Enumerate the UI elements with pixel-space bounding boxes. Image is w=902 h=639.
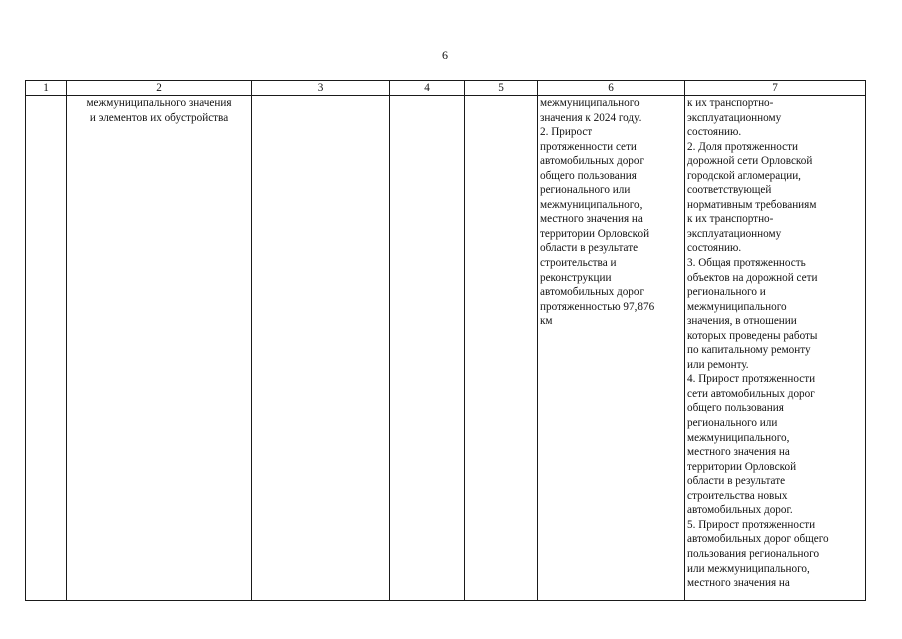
header-col-1: 1 xyxy=(26,81,67,96)
document-table xyxy=(25,80,866,601)
cell-col-7-text: к их транспортно- эксплуатационному состоянию. 2. Доля протяженности дорожной сети Орловской городской агломерации, соответствующей нормативным требованиям к их транспортно- эксплуатационному состоянию. 3. Общая протяженность объектов на дорожной сети регионального и межмуниципального значения, в отношении которых проведены работы по капитальному ремонту или ремонту. 4. Прирост протяженности сети автомобильных дорог общего пользования регионального или межмуниципального, местного значения на территории Орловской области в результате строительства новых автомобильных дорог. 5. Прирост протяженности автомобильных дорог общего пользования регионального или межмуниципального, местного значения на xyxy=(687,97,829,590)
table-header-row xyxy=(26,81,866,96)
header-col-7: 7 xyxy=(685,81,866,96)
cell-col-1 xyxy=(26,96,67,601)
cell-col-6 xyxy=(538,96,685,601)
header-col-6: 6 xyxy=(538,81,685,96)
cell-col-2 xyxy=(67,96,252,601)
cell-col-5 xyxy=(465,96,538,601)
cell-col-6-text: межмуниципального значения к 2024 году. 2. Прирост протяженности сети автомобильных дорог общего пользования регионального или межмуниципального, местного значения на территории Орловской области в результате строительства и реконструкции автомобильных дорог протяженностью 97,876 км xyxy=(540,97,655,328)
cell-col-3 xyxy=(252,96,390,601)
cell-col-7 xyxy=(685,96,866,601)
table-row xyxy=(26,96,866,601)
header-col-3: 3 xyxy=(252,81,390,96)
header-col-4: 4 xyxy=(390,81,465,96)
cell-col-2-text: межмуниципального значения и элементов их обустройства xyxy=(86,97,232,124)
header-col-2: 2 xyxy=(67,81,252,96)
header-col-5: 5 xyxy=(465,81,538,96)
page-number: 6 xyxy=(442,48,448,62)
cell-col-4 xyxy=(390,96,465,601)
